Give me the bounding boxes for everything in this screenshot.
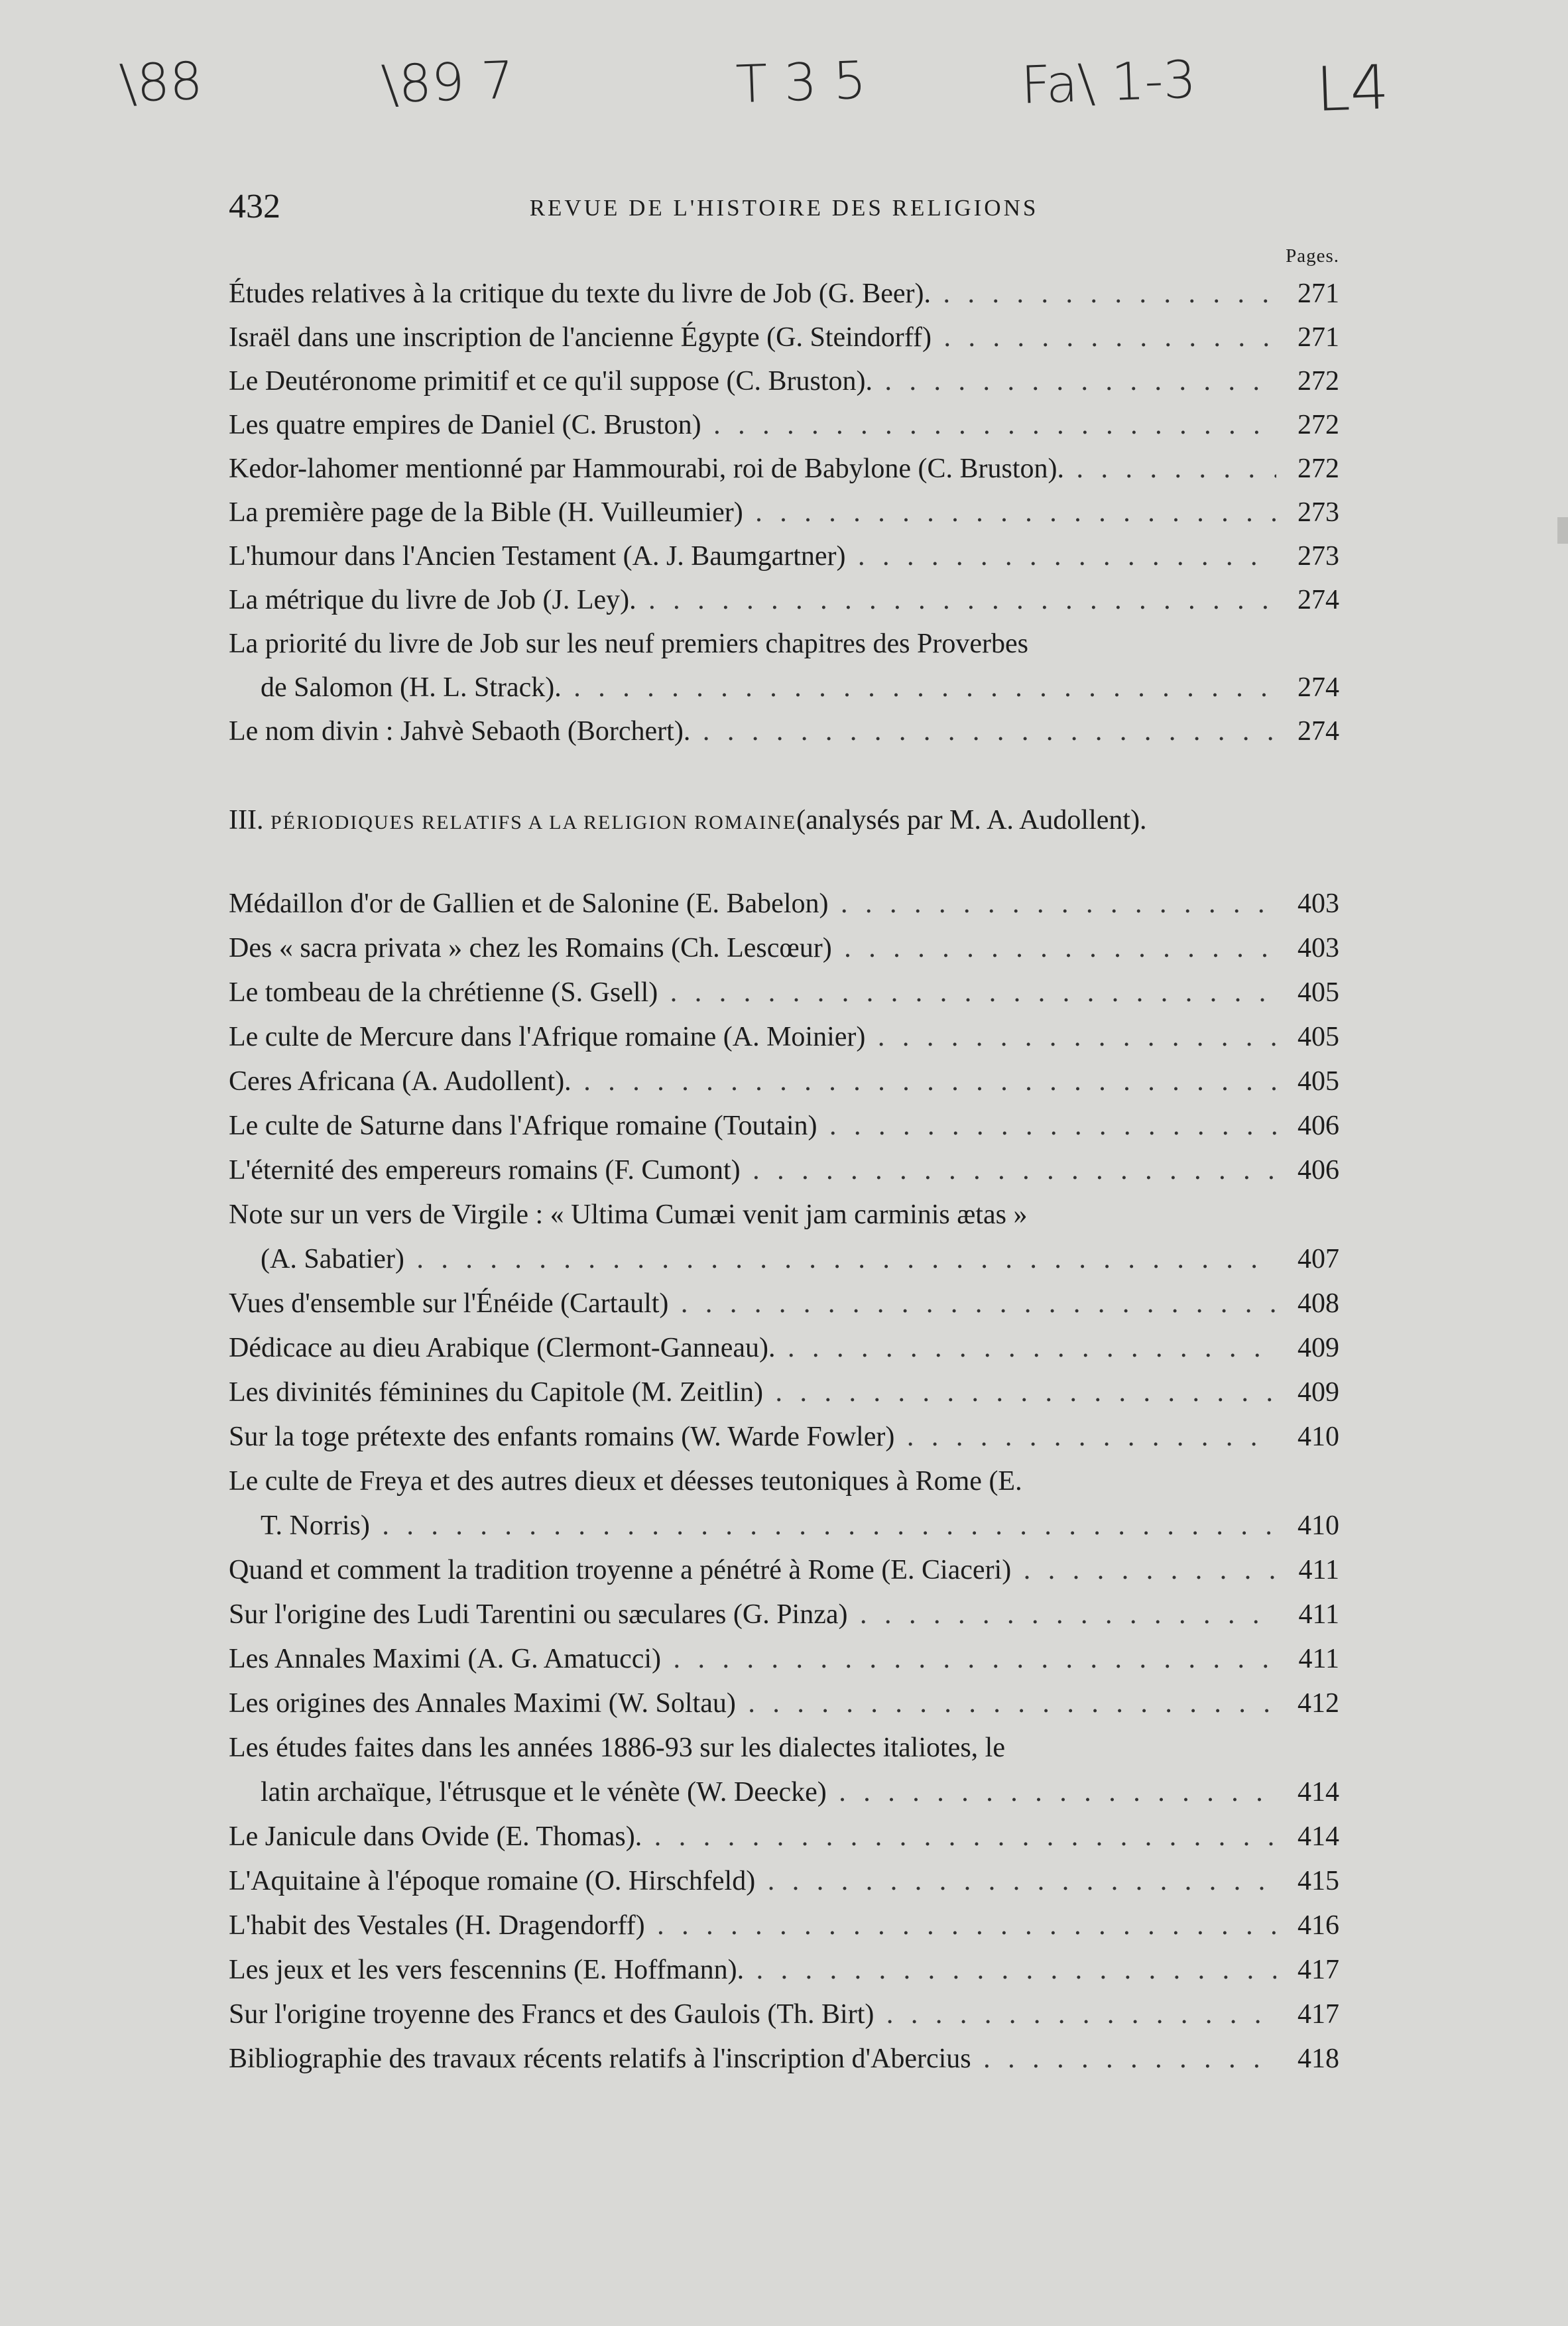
toc-entry-page: 403	[1297, 888, 1339, 919]
toc-entry-page: 411	[1298, 1555, 1339, 1585]
toc-entry-title: Israël dans une inscription de l'ancienne Égypte (G. Steindorff) . . .	[229, 316, 1276, 359]
handwritten-annotation: T 3 5	[735, 50, 868, 115]
toc-entry-page: 408	[1297, 1288, 1339, 1319]
toc-entry-page: 405	[1297, 1066, 1339, 1097]
toc-entry-page: 274	[1297, 585, 1339, 615]
toc-entry-title: Note sur un vers de Virgile : « Ultima Cumæi venit jam carminis ætas »	[229, 1199, 1028, 1230]
toc-entry-title: latin archaïque, l'étrusque et le vénète (W. Deecke) . . .	[261, 1770, 1276, 1814]
toc-entry-title: Le culte de Mercure dans l'Afrique romaine (A. Moinier) . . .	[229, 1015, 1276, 1059]
handwritten-annotation: Fa\ 1-3	[1020, 50, 1197, 116]
toc-entry-page: 406	[1297, 1155, 1339, 1186]
toc-entry	[229, 1504, 1339, 1548]
toc-entry-title: L'éternité des empereurs romains (F. Cumont) . . .	[229, 1148, 1276, 1192]
toc-entry-page: 416	[1297, 1910, 1339, 1941]
toc-entry	[229, 1682, 1339, 1725]
toc-entry-title: Le nom divin : Jahvè Sebaoth (Borchert). . . .	[229, 709, 1276, 753]
toc-entry	[229, 1015, 1339, 1059]
toc-entry	[229, 1637, 1339, 1681]
toc-entry	[229, 926, 1339, 970]
section-title: PÉRIODIQUES RELATIFS A LA RELIGION ROMAINE	[270, 812, 797, 833]
margin-mark	[1557, 517, 1568, 544]
toc-entry-page: 418	[1297, 2044, 1339, 2074]
toc-entry-title: Sur l'origine troyenne des Francs et des Gaulois (Th. Birt) . . .	[229, 1992, 1276, 2036]
toc-entry	[229, 1415, 1339, 1459]
toc-entry-page: 272	[1297, 366, 1339, 397]
toc-entry-page: 409	[1297, 1333, 1339, 1363]
page-number: 432	[229, 188, 280, 225]
toc-entry	[229, 578, 1339, 622]
toc-entry-page: 411	[1298, 1644, 1339, 1674]
toc-entry-page: 273	[1297, 497, 1339, 528]
toc-entry-title: Ceres Africana (A. Audollent). . . .	[229, 1060, 1276, 1103]
toc-entry-page: 272	[1297, 454, 1339, 484]
section-numeral: III.	[229, 805, 264, 835]
toc-entry	[229, 447, 1339, 491]
toc-entry-title: Kedor-lahomer mentionné par Hammourabi, roi de Babylone (C. Bruston). . . .	[229, 447, 1276, 491]
toc-entry	[229, 971, 1339, 1014]
running-title: REVUE DE L'HISTOIRE DES RELIGIONS	[529, 195, 1039, 221]
page-header	[229, 187, 1339, 233]
toc-entry	[229, 709, 1339, 753]
toc-entry-title: Les Annales Maximi (A. G. Amatucci) . . .	[229, 1637, 1276, 1681]
toc-entry	[229, 1237, 1339, 1281]
toc-entry-title: Sur l'origine des Ludi Tarentini ou sæculares (G. Pinza) . . .	[229, 1593, 1276, 1636]
toc-entry-page: 273	[1297, 541, 1339, 572]
section-analysed-by: (analysés par M. A. Audollent).	[796, 805, 1147, 835]
handwritten-annotation: \89 7	[380, 50, 515, 115]
toc-entry-title: Quand et comment la tradition troyenne a pénétré à Rome (E. Ciaceri) . . .	[229, 1548, 1276, 1592]
toc-entry-title: Le Janicule dans Ovide (E. Thomas). . . .	[229, 1815, 1276, 1859]
toc-entry-page: 410	[1297, 1422, 1339, 1452]
toc-entry	[229, 272, 1339, 316]
toc-entry	[229, 1726, 1339, 1770]
toc-entry-page: 271	[1297, 278, 1339, 309]
toc-entry-page: 417	[1297, 1999, 1339, 2030]
section-heading	[229, 804, 1339, 836]
toc-entry	[229, 1282, 1339, 1325]
toc-entry-page: 410	[1297, 1510, 1339, 1541]
toc-entry-title: Sur la toge prétexte des enfants romains (W. Warde Fowler) . . .	[229, 1415, 1276, 1459]
toc-entry	[229, 1326, 1339, 1370]
toc-entry-title: Le culte de Saturne dans l'Afrique romaine (Toutain) . . .	[229, 1104, 1276, 1148]
toc-entry-page: 414	[1297, 1777, 1339, 1807]
toc-entry-title: Études relatives à la critique du texte du livre de Job (G. Beer). . . .	[229, 272, 1276, 316]
toc-entry-page: 271	[1297, 322, 1339, 353]
toc-entry-page: 274	[1297, 716, 1339, 747]
toc-entry-title: Les jeux et les vers fescennins (E. Hoffmann). . . .	[229, 1948, 1276, 1992]
toc-entry	[229, 1459, 1339, 1503]
toc-entry	[229, 1104, 1339, 1148]
toc-entry-title: de Salomon (H. L. Strack). . . .	[261, 666, 1276, 709]
toc-entry-title: L'Aquitaine à l'époque romaine (O. Hirschfeld) . . .	[229, 1859, 1276, 1903]
toc-entry	[229, 882, 1339, 926]
toc-entry-page: 411	[1298, 1599, 1339, 1630]
toc-entry-title: Bibliographie des travaux récents relatifs à l'inscription d'Abercius . . .	[229, 2037, 1276, 2081]
toc-entry	[229, 403, 1339, 447]
toc-entry-page: 403	[1297, 933, 1339, 963]
toc-entry	[229, 1148, 1339, 1192]
toc-entry	[229, 316, 1339, 359]
toc-entry-title: L'habit des Vestales (H. Dragendorff) . . .	[229, 1904, 1276, 1947]
toc-entry-page: 274	[1297, 672, 1339, 703]
pages-label: Pages.	[1286, 245, 1339, 267]
toc-entry-page: 409	[1297, 1377, 1339, 1408]
toc-entry	[229, 1992, 1339, 2036]
toc-entry	[229, 1904, 1339, 1947]
toc-entry-title: Dédicace au dieu Arabique (Clermont-Ganneau). . . .	[229, 1326, 1276, 1370]
toc-entry-title: Des « sacra privata » chez les Romains (Ch. Lescœur) . . .	[229, 926, 1276, 970]
toc-entry	[229, 1548, 1339, 1592]
toc-entry-page: 405	[1297, 977, 1339, 1008]
toc-entry	[229, 2037, 1339, 2081]
toc-entry-page: 415	[1297, 1866, 1339, 1896]
toc-entry-title: Les origines des Annales Maximi (W. Soltau) . . .	[229, 1682, 1276, 1725]
toc-entry-title: Médaillon d'or de Gallien et de Salonine (E. Babelon) . . .	[229, 882, 1276, 926]
toc-entry	[229, 1948, 1339, 1992]
handwritten-annotation: \88	[118, 51, 204, 115]
toc-entry	[229, 666, 1339, 709]
toc-entry-title: La première page de la Bible (H. Vuilleumier) . . .	[229, 491, 1276, 534]
toc-entry-title: Le tombeau de la chrétienne (S. Gsell) . . .	[229, 971, 1276, 1014]
toc-entry	[229, 1770, 1339, 1814]
toc-entry-title: La métrique du livre de Job (J. Ley). . . .	[229, 578, 1276, 622]
toc-entry-title: L'humour dans l'Ancien Testament (A. J. Baumgartner) . . .	[229, 534, 1276, 578]
toc-entry-title: Vues d'ensemble sur l'Énéide (Cartault) . . .	[229, 1282, 1276, 1325]
toc-entry-title: La priorité du livre de Job sur les neuf premiers chapitres des Proverbes	[229, 629, 1028, 659]
toc-entry-title: Les quatre empires de Daniel (C. Bruston) . . .	[229, 403, 1276, 447]
toc-entry-page: 405	[1297, 1022, 1339, 1052]
toc-entry	[229, 1371, 1339, 1414]
toc-entry-page: 414	[1297, 1821, 1339, 1852]
toc-entry-page: 412	[1297, 1688, 1339, 1719]
toc-entry	[229, 1815, 1339, 1859]
toc-entry	[229, 1193, 1339, 1237]
toc-entry	[229, 534, 1339, 578]
toc-entry	[229, 359, 1339, 403]
toc-entry	[229, 622, 1339, 666]
toc-entry-title: Les études faites dans les années 1886-93 sur les dialectes italiotes, le	[229, 1733, 1005, 1763]
toc-entry	[229, 491, 1339, 534]
toc-entry-title: T. Norris) . . .	[261, 1504, 1276, 1548]
toc-entry	[229, 1593, 1339, 1636]
toc-entry-page: 417	[1297, 1955, 1339, 1985]
handwritten-annotation: L4	[1315, 52, 1390, 125]
toc-entry-title: (A. Sabatier) . . .	[261, 1237, 1276, 1281]
toc-entry	[229, 1859, 1339, 1903]
toc-entry-page: 272	[1297, 410, 1339, 440]
toc-entry-title: Le Deutéronome primitif et ce qu'il suppose (C. Bruston). . . .	[229, 359, 1276, 403]
toc-entry-page: 406	[1297, 1111, 1339, 1141]
toc-entry-page: 407	[1297, 1244, 1339, 1274]
toc-entry	[229, 1060, 1339, 1103]
toc-entry-title: Le culte de Freya et des autres dieux et déesses teutoniques à Rome (E.	[229, 1466, 1022, 1497]
toc-entry-title: Les divinités féminines du Capitole (M. Zeitlin) . . .	[229, 1371, 1276, 1414]
